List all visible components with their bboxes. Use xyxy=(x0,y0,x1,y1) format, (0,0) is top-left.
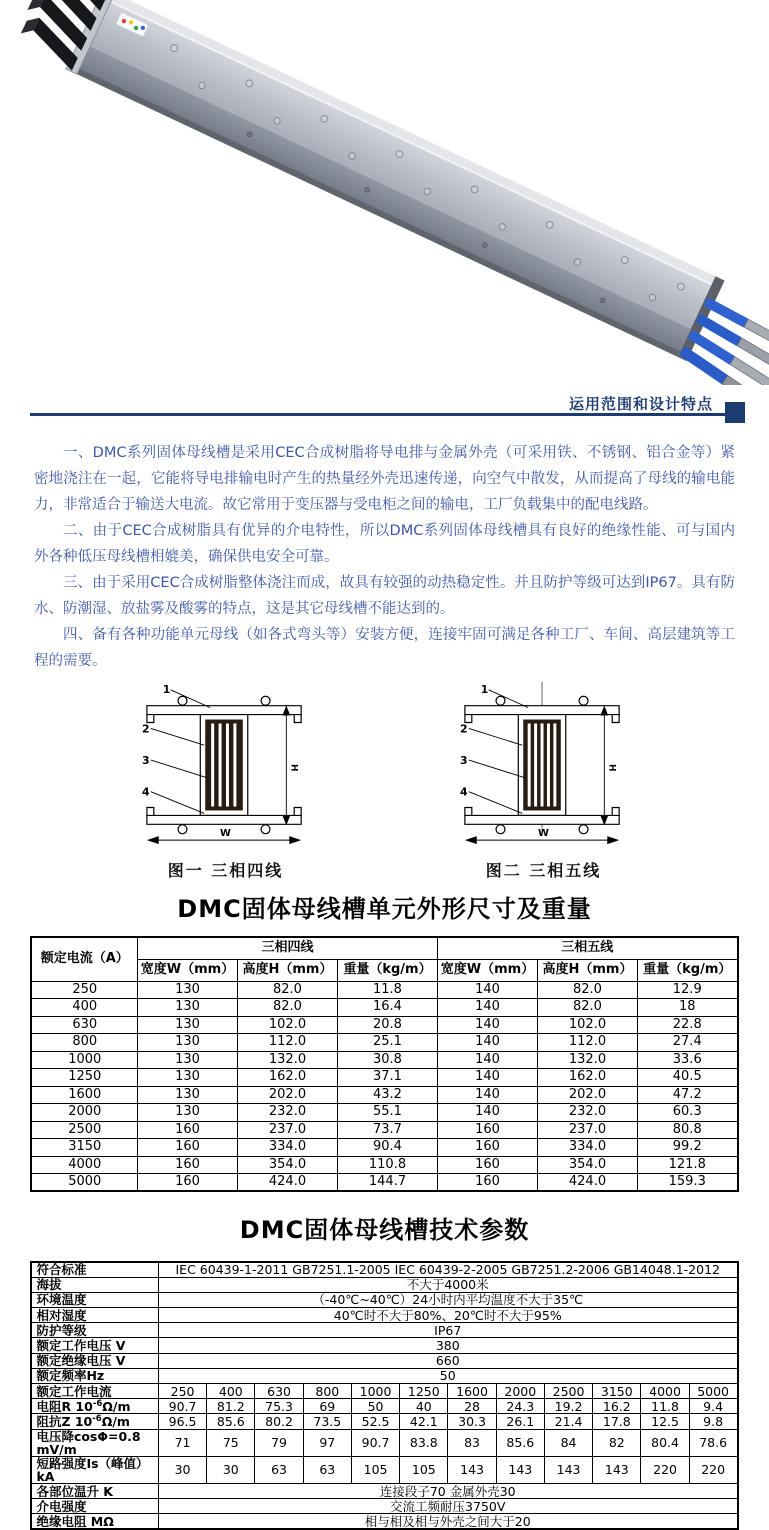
size-value-cell: 80.8 xyxy=(637,1121,737,1139)
size-value-cell: 140 xyxy=(437,1086,537,1104)
size-value-cell: 334.0 xyxy=(537,1139,637,1157)
tech-value-cell: 63 xyxy=(303,1456,351,1483)
tech-current-cell: 400 xyxy=(207,1384,255,1399)
tech-param-label: 额定工作电流 xyxy=(31,1384,158,1399)
tech-value-cell: 85.6 xyxy=(496,1429,544,1456)
size-value-cell: 144.7 xyxy=(337,1174,437,1192)
rated-current-cell: 1250 xyxy=(31,1069,137,1087)
size-table-row xyxy=(31,1121,737,1139)
tech-param-label: 额定工作电压 V xyxy=(31,1338,158,1353)
tech-value-cell: 90.7 xyxy=(351,1429,399,1456)
tech-param-label: 介电强度 xyxy=(31,1499,158,1514)
tech-table-row xyxy=(31,1429,737,1456)
tech-value-cell: 80.4 xyxy=(641,1429,689,1456)
figures-row xyxy=(0,676,769,881)
tech-value-cell: 105 xyxy=(351,1456,399,1483)
tech-param-label: 相对湿度 xyxy=(31,1308,158,1323)
rated-current-cell: 3150 xyxy=(31,1139,137,1157)
tech-param-label xyxy=(31,1429,158,1456)
height-header: 高度H（mm） xyxy=(237,959,337,981)
tech-param-value: IP67 xyxy=(158,1323,737,1338)
cross-section-diagram-5wire xyxy=(444,676,644,852)
width-header: 宽度W（mm） xyxy=(437,959,537,981)
tech-param-value: 不大于4000米 xyxy=(158,1277,737,1292)
figure-label-3: 3 xyxy=(459,754,468,767)
figure-label-3: 3 xyxy=(141,754,150,767)
tech-table-row xyxy=(31,1456,737,1483)
size-value-cell: 110.8 xyxy=(337,1156,437,1174)
tech-label-unit: Ω/m xyxy=(101,1413,130,1429)
tech-value-cell: 69 xyxy=(303,1399,351,1414)
weight-header: 重量（kg/m） xyxy=(337,959,437,981)
size-value-cell: 112.0 xyxy=(237,1034,337,1052)
tech-value-cell: 97 xyxy=(303,1429,351,1456)
figure-dim-w: W xyxy=(219,828,231,840)
size-value-cell: 60.3 xyxy=(637,1104,737,1122)
rated-current-cell: 250 xyxy=(31,981,137,999)
tech-value-cell: 40 xyxy=(400,1399,448,1414)
size-value-cell: 73.7 xyxy=(337,1121,437,1139)
size-table-row xyxy=(31,1174,737,1192)
tech-value-cell: 75 xyxy=(207,1429,255,1456)
tech-current-cell: 250 xyxy=(158,1384,206,1399)
tech-current-cell: 3150 xyxy=(593,1384,641,1399)
figure-caption-2: 图二 三相五线 xyxy=(485,861,602,880)
tech-current-cell: 800 xyxy=(303,1384,351,1399)
size-value-cell: 232.0 xyxy=(537,1104,637,1122)
tech-param-label: 海拔 xyxy=(31,1277,158,1292)
size-value-cell: 160 xyxy=(437,1156,537,1174)
tech-table-row xyxy=(31,1368,737,1383)
tech-value-cell: 220 xyxy=(641,1456,689,1483)
figure-dim-h: H xyxy=(605,764,616,772)
intro-paragraph-2: 二、由于CEC合成树脂具有优异的介电特性，所以DMC系列固体母线槽具有良好的绝缘性能、可与国内外各种低压母线槽相媲美，确保供电安全可靠。 xyxy=(34,523,735,565)
size-value-cell: 140 xyxy=(437,1104,537,1122)
size-value-cell: 160 xyxy=(437,1174,537,1192)
size-value-cell: 130 xyxy=(137,1104,237,1122)
size-table-title: DMC固体母线槽单元外形尺寸及重量 xyxy=(177,895,592,923)
size-value-cell: 82.0 xyxy=(237,999,337,1017)
size-value-cell: 16.4 xyxy=(337,999,437,1017)
figure-label-1: 1 xyxy=(162,682,170,696)
tech-table-row xyxy=(31,1484,737,1499)
rated-current-cell: 800 xyxy=(31,1034,137,1052)
tech-value-cell: 30 xyxy=(158,1456,206,1483)
tech-label-superscript: -6 xyxy=(92,1413,102,1424)
tech-param-label: 绝缘电阻 MΩ xyxy=(31,1514,158,1529)
tech-value-cell: 52.5 xyxy=(351,1414,399,1429)
size-value-cell: 12.9 xyxy=(637,981,737,999)
tech-table-row xyxy=(31,1514,737,1529)
tech-value-cell: 9.8 xyxy=(689,1414,737,1429)
size-table-row xyxy=(31,1104,737,1122)
figure-label-1: 1 xyxy=(480,682,488,696)
rated-current-cell: 4000 xyxy=(31,1156,137,1174)
tech-param-label xyxy=(31,1399,158,1414)
tech-value-cell: 84 xyxy=(544,1429,592,1456)
size-value-cell: 33.6 xyxy=(637,1051,737,1069)
tech-table-row xyxy=(31,1277,737,1292)
intro-paragraph-1: 一、DMC系列固体母线槽是采用CEC合成树脂将导电排与金属外壳（可采用铁、不锈钢、铝合金等）紧密地浇注在一起，它能将导电排输电时产生的热量经外壳迅速传递，向空气中散发，从而提高了母线的输电能力，非常适合于输送大电流。故它常用于变压器与受电柜之间的输电，工厂负载集中的配电线路。 xyxy=(34,445,735,513)
size-value-cell: 424.0 xyxy=(537,1174,637,1192)
size-value-cell: 159.3 xyxy=(637,1174,737,1192)
tech-label-text: 短路强度Is（峰值） kA xyxy=(36,1455,149,1484)
size-value-cell: 202.0 xyxy=(537,1086,637,1104)
tech-label-superscript: -6 xyxy=(92,1398,103,1409)
tech-value-cell: 96.5 xyxy=(158,1414,206,1429)
cross-section-diagram-4wire xyxy=(126,676,326,852)
size-header-row-1 xyxy=(31,937,737,959)
size-value-cell: 237.0 xyxy=(237,1121,337,1139)
tech-value-cell: 28 xyxy=(448,1399,496,1414)
tech-param-value: 连接段子70 金属外壳30 xyxy=(158,1484,737,1499)
tech-param-value: IEC 60439-1-2011 GB7251.1-2005 IEC 60439-2-2005 GB7251.2-2006 GB14048.1-2012 xyxy=(158,1262,737,1277)
size-value-cell: 55.1 xyxy=(337,1104,437,1122)
size-value-cell: 140 xyxy=(437,1034,537,1052)
rated-current-cell: 630 xyxy=(31,1016,137,1034)
rated-current-cell: 1600 xyxy=(31,1086,137,1104)
tech-value-cell: 9.4 xyxy=(689,1399,737,1414)
tech-value-cell: 16.2 xyxy=(593,1399,641,1414)
size-value-cell: 40.5 xyxy=(637,1069,737,1087)
tech-value-cell: 83 xyxy=(448,1429,496,1456)
tech-value-cell: 50 xyxy=(351,1399,399,1414)
size-value-cell: 202.0 xyxy=(237,1086,337,1104)
size-value-cell: 102.0 xyxy=(537,1016,637,1034)
size-value-cell: 43.2 xyxy=(337,1086,437,1104)
size-value-cell: 99.2 xyxy=(637,1139,737,1157)
size-table-row xyxy=(31,1016,737,1034)
size-value-cell: 112.0 xyxy=(537,1034,637,1052)
tech-value-cell: 90.7 xyxy=(158,1399,206,1414)
size-value-cell: 82.0 xyxy=(237,981,337,999)
tech-value-cell: 11.8 xyxy=(641,1399,689,1414)
tech-value-cell: 78.6 xyxy=(689,1429,737,1456)
size-value-cell: 47.2 xyxy=(637,1086,737,1104)
rated-current-cell: 1000 xyxy=(31,1051,137,1069)
figure-label-4: 4 xyxy=(459,785,468,799)
tech-current-cell: 630 xyxy=(255,1384,303,1399)
rated-current-cell: 2500 xyxy=(31,1121,137,1139)
size-value-cell: 160 xyxy=(437,1121,537,1139)
rated-current-cell: 400 xyxy=(31,999,137,1017)
size-value-cell: 140 xyxy=(437,1069,537,1087)
size-value-cell: 160 xyxy=(437,1139,537,1157)
size-value-cell: 237.0 xyxy=(537,1121,637,1139)
size-value-cell: 162.0 xyxy=(537,1069,637,1087)
size-value-cell: 140 xyxy=(437,1016,537,1034)
figure-three-phase-five-wire xyxy=(444,676,644,881)
tech-value-cell: 71 xyxy=(158,1429,206,1456)
tech-table-row xyxy=(31,1323,737,1338)
size-table-row xyxy=(31,1034,737,1052)
size-value-cell: 160 xyxy=(137,1139,237,1157)
tech-param-label xyxy=(31,1456,158,1483)
intro-paragraph-4: 四、备有各种功能单元母线（如各式弯头等）安装方便，连接牢固可满足各种工厂、车间、高层建筑等工程的需要。 xyxy=(34,627,735,669)
size-value-cell: 140 xyxy=(437,999,537,1017)
tech-value-cell: 30 xyxy=(207,1456,255,1483)
size-value-cell: 121.8 xyxy=(637,1156,737,1174)
tech-value-cell: 143 xyxy=(544,1456,592,1483)
figure-label-2: 2 xyxy=(459,722,468,736)
tech-value-cell: 26.1 xyxy=(496,1414,544,1429)
tech-current-cell: 5000 xyxy=(689,1384,737,1399)
size-value-cell: 90.4 xyxy=(337,1139,437,1157)
tech-current-cell: 1600 xyxy=(448,1384,496,1399)
tech-value-cell: 79 xyxy=(255,1429,303,1456)
rated-current-header: 额定电流（A） xyxy=(31,937,137,981)
size-weight-table xyxy=(30,936,738,1192)
size-value-cell: 130 xyxy=(137,1069,237,1087)
size-value-cell: 162.0 xyxy=(237,1069,337,1087)
weight-header: 重量（kg/m） xyxy=(637,959,737,981)
tech-param-value: 交流工频耐压3750V xyxy=(158,1499,737,1514)
tech-param-label: 符合标准 xyxy=(31,1262,158,1277)
tech-value-cell: 82 xyxy=(593,1429,641,1456)
tech-current-cell: 1000 xyxy=(351,1384,399,1399)
size-table-row xyxy=(31,981,737,999)
size-table-row xyxy=(31,1069,737,1087)
size-table-row xyxy=(31,1051,737,1069)
size-value-cell: 18 xyxy=(637,999,737,1017)
size-value-cell: 82.0 xyxy=(537,999,637,1017)
size-value-cell: 132.0 xyxy=(237,1051,337,1069)
tech-param-label: 额定绝缘电压 V xyxy=(31,1353,158,1368)
figure-dim-w: W xyxy=(537,828,549,840)
figure-dim-h: H xyxy=(287,764,298,772)
group-header-5wire: 三相五线 xyxy=(437,937,737,959)
tech-value-cell: 21.4 xyxy=(544,1414,592,1429)
size-value-cell: 11.8 xyxy=(337,981,437,999)
tech-current-cell: 2500 xyxy=(544,1384,592,1399)
tech-value-cell: 42.1 xyxy=(400,1414,448,1429)
size-value-cell: 354.0 xyxy=(537,1156,637,1174)
size-table-row xyxy=(31,1139,737,1157)
tech-value-cell: 63 xyxy=(255,1456,303,1483)
tech-value-cell: 85.6 xyxy=(207,1414,255,1429)
size-value-cell: 160 xyxy=(137,1174,237,1192)
tech-value-cell: 143 xyxy=(593,1456,641,1483)
busbar-product-photo xyxy=(0,0,769,385)
tech-value-cell: 73.5 xyxy=(303,1414,351,1429)
tech-param-label: 额定频率Hz xyxy=(31,1368,158,1383)
size-value-cell: 130 xyxy=(137,981,237,999)
tech-param-value: 660 xyxy=(158,1353,737,1368)
rated-current-cell: 5000 xyxy=(31,1174,137,1192)
size-value-cell: 102.0 xyxy=(237,1016,337,1034)
tech-value-cell: 75.3 xyxy=(255,1399,303,1414)
size-value-cell: 130 xyxy=(137,1016,237,1034)
tech-table-title: DMC固体母线槽技术参数 xyxy=(239,1216,530,1244)
tech-label-text: 电压降cosΦ=0.8 mV/m xyxy=(36,1428,141,1457)
size-value-cell: 130 xyxy=(137,1051,237,1069)
size-value-cell: 424.0 xyxy=(237,1174,337,1192)
tech-param-label: 环境温度 xyxy=(31,1292,158,1307)
size-value-cell: 334.0 xyxy=(237,1139,337,1157)
tech-value-cell: 105 xyxy=(400,1456,448,1483)
tech-table-body xyxy=(31,1262,737,1529)
section-title: 运用范围和设计特点 xyxy=(568,395,713,413)
size-value-cell: 30.8 xyxy=(337,1051,437,1069)
figure-label-2: 2 xyxy=(141,722,150,736)
tech-table-row xyxy=(31,1399,737,1414)
size-value-cell: 22.8 xyxy=(637,1016,737,1034)
tech-table-row xyxy=(31,1384,737,1399)
tech-value-cell: 83.8 xyxy=(400,1429,448,1456)
tech-table-row xyxy=(31,1308,737,1323)
figure-label-4: 4 xyxy=(141,785,150,799)
size-value-cell: 130 xyxy=(137,1034,237,1052)
size-value-cell: 232.0 xyxy=(237,1104,337,1122)
figure-three-phase-four-wire xyxy=(126,676,326,881)
tech-label-unit: Ω/m xyxy=(102,1398,131,1414)
tech-label-text: 电阻R 10 xyxy=(36,1398,93,1414)
size-value-cell: 130 xyxy=(137,1086,237,1104)
figure-caption-1: 图一 三相四线 xyxy=(167,861,284,880)
group-header-4wire: 三相四线 xyxy=(137,937,437,959)
size-table-row xyxy=(31,1156,737,1174)
size-value-cell: 25.1 xyxy=(337,1034,437,1052)
size-table-body xyxy=(31,981,737,1191)
tech-param-value: 相与相及相与外壳之间大于20 xyxy=(158,1514,737,1529)
tech-param-value: 50 xyxy=(158,1368,737,1383)
size-value-cell: 27.4 xyxy=(637,1034,737,1052)
tech-value-cell: 12.5 xyxy=(641,1414,689,1429)
height-header: 高度H（mm） xyxy=(537,959,637,981)
size-header-row-2 xyxy=(31,959,737,981)
intro-paragraph-3: 三、由于采用CEC合成树脂整体浇注而成，故具有较强的动热稳定性。并且防护等级可达到IP67。具有防水、防潮湿、放盐雾及酸雾的特点，这是其它母线槽不能达到的。 xyxy=(34,575,735,617)
tech-param-value: （-40℃~40℃）24小时内平均温度不大于35℃ xyxy=(158,1292,737,1307)
section-header-square xyxy=(725,402,745,423)
size-value-cell: 20.8 xyxy=(337,1016,437,1034)
tech-param-value: 380 xyxy=(158,1338,737,1353)
size-value-cell: 82.0 xyxy=(537,981,637,999)
tech-value-cell: 24.3 xyxy=(496,1399,544,1414)
tech-param-label: 防护等级 xyxy=(31,1323,158,1338)
intro-text xyxy=(34,440,735,674)
tech-value-cell: 17.8 xyxy=(593,1414,641,1429)
size-value-cell: 130 xyxy=(137,999,237,1017)
rated-current-cell: 2000 xyxy=(31,1104,137,1122)
tech-current-cell: 2000 xyxy=(496,1384,544,1399)
section-header xyxy=(30,393,745,423)
tech-params-table xyxy=(30,1261,738,1530)
tech-param-label xyxy=(31,1414,158,1429)
busbar-photo-graphic xyxy=(0,0,769,385)
tech-value-cell: 19.2 xyxy=(544,1399,592,1414)
tech-table-row xyxy=(31,1262,737,1277)
tech-value-cell: 30.3 xyxy=(448,1414,496,1429)
tech-table-row xyxy=(31,1338,737,1353)
size-value-cell: 37.1 xyxy=(337,1069,437,1087)
tech-value-cell: 80.2 xyxy=(255,1414,303,1429)
tech-table-row xyxy=(31,1353,737,1368)
tech-value-cell: 220 xyxy=(689,1456,737,1483)
size-table-row xyxy=(31,999,737,1017)
width-header: 宽度W（mm） xyxy=(137,959,237,981)
size-value-cell: 140 xyxy=(437,981,537,999)
size-value-cell: 354.0 xyxy=(237,1156,337,1174)
tech-value-cell: 143 xyxy=(496,1456,544,1483)
size-table-row xyxy=(31,1086,737,1104)
tech-label-text: 阻抗Z 10 xyxy=(36,1413,93,1429)
tech-current-cell: 4000 xyxy=(641,1384,689,1399)
tech-table-row xyxy=(31,1499,737,1514)
tech-param-label: 各部位温升 K xyxy=(31,1484,158,1499)
size-value-cell: 132.0 xyxy=(537,1051,637,1069)
tech-value-cell: 81.2 xyxy=(207,1399,255,1414)
tech-param-value: 40℃时不大于80%、20℃时不大于95% xyxy=(158,1308,737,1323)
size-value-cell: 160 xyxy=(137,1156,237,1174)
tech-current-cell: 1250 xyxy=(400,1384,448,1399)
size-value-cell: 160 xyxy=(137,1121,237,1139)
tech-value-cell: 143 xyxy=(448,1456,496,1483)
size-value-cell: 140 xyxy=(437,1051,537,1069)
tech-table-row xyxy=(31,1292,737,1307)
tech-table-row xyxy=(31,1414,737,1429)
